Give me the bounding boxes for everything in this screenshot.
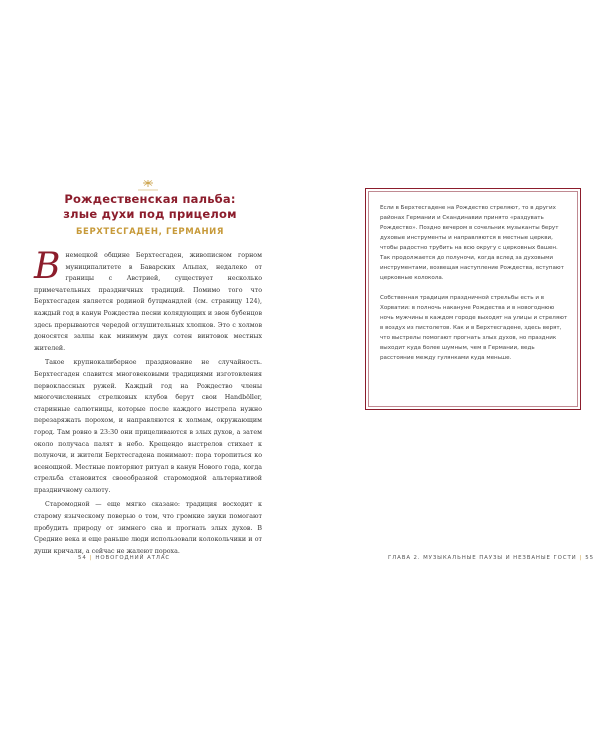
paragraph-3: Старомодной — еще мягко сказано: традиция восходит к старому языческому поверью о том, что громкие звуки помогают пробудить природу от зимнего сна и прогнать злых духов. В Средние века и еще раньше люди использовали колокольчики и от души кричали, а сейчас не жалеют пороха. (34, 501, 262, 555)
sidebar-paragraph-1: Если в Берхтесгадене на Рождество стреляют, то в других районах Германии и Скандинавии принято «раздувать Рождество». Поздно вечером в сочельник музыканты берут духовые инструменты и направляются в местные церкви, чтобы радостно трубить на всю округу с церковных башен. Так продолжается до полуночи, когда вслед за духовыми инструментами, возвещая наступление Рождества, вступают церковные колокола. (380, 205, 564, 281)
paragraph-1 (34, 246, 262, 354)
sidebar-box (365, 188, 581, 410)
paragraph-2: Такое крупнокалиберное празднование не случайность. Берхтесгаден славится многовековыми традициями изготовления первоклассных ружей. Каждый год на Рождество члены многочисленных стрелковых клубов берут свои Handböller, старинные салютницы, которые после каждого выстрела нужно перезаряжать порохом, и направляются к холмам, окружающим город. Там ровно в 23:30 они прицеливаются в злых духов, а затем около получаса палят в небо. Крещендо выстрелов стихает к полуночи, и жители Берхтесгадена понимают: пора торопиться ко всенощной. Местные повторяют ритуал в канун Нового года, когда стрельба становится своеобразной старомодной альтернативой праздничному салюту. (34, 359, 262, 494)
footer-separator: | (89, 555, 93, 561)
paragraph-1-text: немецкой общине Берхтесгаден, живописном горном муниципалитете в Баварских Альпах, недалеко от границы с Австрией, существует несколько примечательных праздничных традиций. Помимо того что Берхтесгаден является родиной бутцмандлей (см. страницу 124), каждый год в канун Рождества песни колядующих и звон бубенцов здесь прерываются чередой оглушительных хлопков. Это с холмов доносятся залпы как минимум двух сотен винтовок местных жителей. (34, 252, 262, 352)
article-body (34, 246, 262, 557)
right-footer (388, 555, 594, 561)
left-footer (78, 555, 170, 561)
right-page (300, 0, 600, 750)
article-subtitle: БЕРХТЕСГАДЕН, ГЕРМАНИЯ (75, 227, 225, 237)
left-page-number: 54 (78, 555, 87, 561)
sidebar-paragraph-2: Собственная традиция праздничной стрельбы есть и в Хорватии: в полночь накануне Рождества и в новогоднюю ночь мужчины в каждом городе выходят на улицы и стреляют в воздух из пистолетов. Как и в Берхтесгадене, здесь верят, что выстрелы помогают прогнать злых духов, но праздник выходит куда более шумным, чем в Германии, ведь расстояние между гулянками куда меньше. (380, 295, 568, 361)
sidebar-text (380, 203, 568, 363)
dropcap: В (34, 246, 61, 287)
footer-separator: | (579, 555, 583, 561)
star-ornament-icon (138, 180, 158, 192)
title-line-1: Рождественская пальба: (64, 192, 236, 206)
left-footer-label: НОВОГОДНИЙ АТЛАС (95, 555, 171, 561)
right-footer-label: ГЛАВА 2. МУЗЫКАЛЬНЫЕ ПАУЗЫ И НЕЗВАНЫЕ ГОСТИ (388, 555, 577, 561)
article-title (40, 192, 260, 222)
right-page-number: 55 (585, 555, 594, 561)
title-line-2: злые духи под прицелом (63, 207, 237, 221)
